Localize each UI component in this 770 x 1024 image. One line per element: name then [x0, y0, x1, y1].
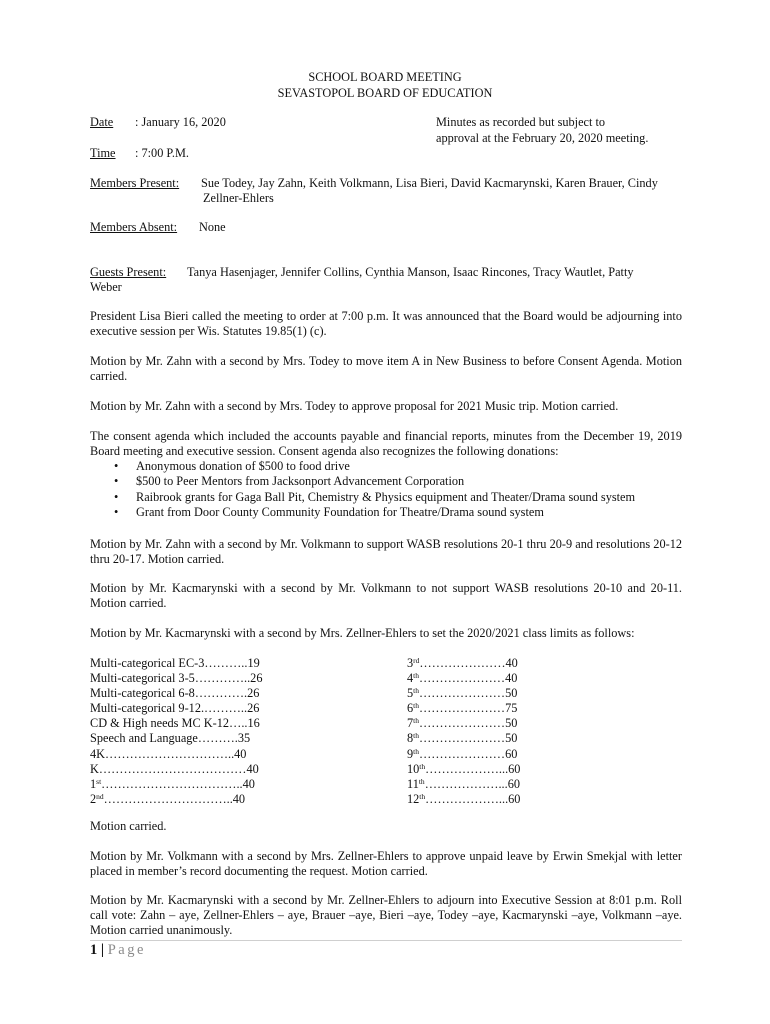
ordinal-suffix: rd: [413, 656, 420, 665]
leader-dots: …………………: [419, 671, 506, 686]
class-limit-row: [407, 686, 520, 701]
class-limits-left-column: [90, 656, 262, 807]
class-limit-label: Multi-categorical 9-12.………..: [90, 701, 248, 716]
class-limit-label: Multi-categorical 3-5…………..: [90, 671, 251, 686]
class-limit-row: [407, 777, 520, 792]
class-limit-label: 8: [407, 731, 414, 746]
date-value: : January 16, 2020: [135, 115, 226, 129]
class-limit-label: Multi-categorical EC-3………..: [90, 656, 248, 670]
class-limit-label: 11: [407, 776, 419, 791]
page-number: 1: [90, 942, 98, 958]
leader-dots: …………………: [419, 716, 506, 731]
class-limit-row: [90, 792, 262, 807]
members-present-line2: Zellner-Ehlers: [203, 191, 274, 205]
class-limit-value: 19: [247, 656, 260, 670]
ordinal-suffix: th: [419, 791, 426, 801]
class-limit-label: Speech and Language……….: [90, 731, 238, 746]
ordinal-suffix: th: [413, 731, 419, 741]
class-limit-value: 26: [247, 686, 260, 701]
class-limit-label: CD & High needs MC K-12…..: [90, 716, 248, 731]
class-limit-label: 4: [407, 671, 414, 686]
wasb-support-paragraph: Motion by Mr. Zahn with a second by Mr. Volkmann to support WASB resolutions 20-1 thru 20-9 and resolutions 20-12 thru 20-17. Motion carried.: [90, 537, 682, 566]
document-title: SCHOOL BOARD MEETING: [308, 70, 462, 84]
class-limit-row: [407, 747, 520, 762]
document-subtitle: SEVASTOPOL BOARD OF EDUCATION: [277, 86, 493, 100]
class-limit-value: 60: [508, 761, 521, 776]
ordinal-suffix: th: [413, 701, 419, 711]
donation-item: • Anonymous donation of $500 to food drive: [112, 459, 635, 474]
motion-music-trip-paragraph: Motion by Mr. Zahn with a second by Mrs. Todey to approve proposal for 2021 Music trip. Motion carried.: [90, 399, 619, 413]
class-limit-row: [407, 731, 520, 746]
page-word: Page: [107, 942, 146, 958]
leader-dots: ………………...: [425, 761, 509, 776]
class-limit-value: 40: [505, 671, 518, 686]
class-limit-label: 7: [407, 716, 414, 731]
class-limit-value: 16: [247, 716, 260, 731]
leader-dots: …………………………..: [103, 791, 233, 806]
class-limit-row: [90, 686, 262, 701]
class-limit-row: [90, 701, 262, 716]
class-limit-value: 40: [505, 656, 518, 670]
class-limit-label: 1: [90, 776, 97, 791]
class-limit-label: K………………………………: [90, 761, 247, 776]
donations-list: [112, 459, 635, 521]
class-limit-value: 50: [505, 686, 518, 701]
class-limit-row: [90, 747, 262, 762]
ordinal-suffix: th: [413, 671, 419, 681]
class-limit-value: 60: [507, 776, 520, 791]
class-limit-value: 26: [247, 701, 260, 716]
call-to-order-paragraph: President Lisa Bieri called the meeting to order at 7:00 p.m. It was announced that the Board would be adjourning into executive session per Wis. Statutes 19.85(1) (c).: [90, 309, 682, 338]
class-limit-value: 26: [250, 671, 263, 686]
class-limit-value: 60: [505, 746, 518, 761]
class-limit-label: 3: [407, 656, 414, 670]
ordinal-suffix: th: [413, 716, 419, 726]
class-limit-row: [407, 701, 520, 716]
class-limit-row: [407, 656, 520, 671]
leader-dots: …………………: [419, 686, 506, 701]
guests-present-line1: Tanya Hasenjager, Jennifer Collins, Cynthia Manson, Isaac Rincones, Tracy Wautlet, Patty: [187, 265, 634, 279]
approval-note-line1: Minutes as recorded but subject to: [436, 115, 606, 129]
members-absent-value: None: [199, 220, 226, 234]
class-limit-row: [90, 777, 262, 792]
class-limit-row: [407, 792, 520, 807]
members-present-label: Members Present:: [90, 176, 180, 190]
class-limit-value: 50: [505, 731, 518, 746]
class-limit-row: [407, 716, 520, 731]
class-limits-right-column: [407, 656, 520, 807]
consent-agenda-paragraph: The consent agenda which included the accounts payable and financial reports, minutes from the December 19, 2019 Board meeting and executive session. Consent agenda also recognizes the following donations:: [90, 429, 682, 458]
motion-carried-text: Motion carried.: [90, 819, 167, 833]
time-value: : 7:00 P.M.: [135, 146, 189, 160]
guests-present-label: Guests Present:: [90, 265, 167, 279]
ordinal-suffix: th: [419, 761, 426, 771]
footer-separator: |: [97, 942, 108, 958]
class-limit-label: 10: [407, 761, 420, 776]
class-limit-row: [90, 716, 262, 731]
ordinal-suffix: nd: [96, 791, 104, 801]
class-limit-value: 75: [505, 701, 518, 716]
class-limit-row: [407, 671, 520, 686]
class-limit-row: [90, 731, 262, 746]
class-limit-value: 40: [246, 761, 259, 776]
donation-item: • Grant from Door County Community Foundation for Theatre/Drama sound system: [112, 505, 635, 520]
class-limit-label: 9: [407, 746, 414, 761]
ordinal-suffix: st: [96, 776, 102, 786]
class-limit-label: 6: [407, 701, 414, 716]
class-limit-row: [90, 656, 262, 671]
members-present-line1: Sue Todey, Jay Zahn, Keith Volkmann, Lisa Bieri, David Kacmarynski, Karen Brauer, Cindy: [201, 176, 658, 190]
class-limits-paragraph: Motion by Mr. Kacmarynski with a second by Mrs. Zellner-Ehlers to set the 2020/2021 class limits as follows:: [90, 626, 635, 640]
leader-dots: …………………: [419, 701, 506, 716]
class-limit-value: 60: [508, 791, 521, 806]
class-limit-value: 50: [505, 716, 518, 731]
donation-item: • $500 to Peer Mentors from Jacksonport Advancement Corporation: [112, 474, 635, 489]
footer-divider: [90, 940, 682, 941]
approval-note-line2: approval at the February 20, 2020 meeting.: [436, 131, 649, 145]
leader-dots: …………………: [419, 731, 506, 746]
guests-present-line2: Weber: [90, 280, 122, 294]
leader-dots: …………………: [419, 746, 506, 761]
class-limit-row: [407, 762, 520, 777]
class-limit-row: [90, 671, 262, 686]
class-limit-row: [90, 762, 262, 777]
class-limit-value: 35: [237, 731, 251, 746]
ordinal-suffix: th: [413, 686, 419, 696]
class-limit-label: 5: [407, 686, 414, 701]
members-absent-label: Members Absent:: [90, 220, 178, 234]
class-limit-value: 40: [232, 791, 246, 806]
time-label: Time: [90, 146, 116, 160]
wasb-oppose-paragraph: Motion by Mr. Kacmarynski with a second by Mr. Volkmann to not support WASB resolutions 20-10 and 20-11. Motion carried.: [90, 581, 682, 610]
class-limit-value: 40: [234, 746, 247, 761]
leader-dots: ……………………………..: [101, 776, 243, 791]
leader-dots: ………………...: [425, 791, 509, 806]
class-limit-label: 12: [407, 791, 420, 806]
ordinal-suffix: th: [413, 746, 419, 756]
adjourn-paragraph: Motion by Mr. Kacmarynski with a second by Mr. Zellner-Ehlers to adjourn into Executive Session at 8:01 p.m. Roll call vote: Zahn – aye, Zellner-Ehlers – aye, Brauer –aye, Bieri –aye, Todey –aye, Kacmarynski –aye, Volkmann –aye. Motion carried unanimously.: [90, 893, 682, 937]
page-footer: [90, 943, 146, 958]
motion-move-item-paragraph: Motion by Mr. Zahn with a second by Mrs. Todey to move item A in New Business to before Consent Agenda. Motion carried.: [90, 354, 682, 383]
class-limit-label: 2: [90, 791, 97, 806]
unpaid-leave-paragraph: Motion by Mr. Volkmann with a second by Mrs. Zellner-Ehlers to approve unpaid leave by Erwin Smekjal with letter placed in member’s record documenting the request. Motion carried.: [90, 849, 682, 878]
class-limit-label: 4K…………………………..: [90, 746, 235, 761]
leader-dots: ………………...: [424, 776, 508, 791]
donation-item: • Raibrook grants for Gaga Ball Pit, Chemistry & Physics equipment and Theater/Drama sound system: [112, 490, 635, 505]
ordinal-suffix: th: [418, 776, 425, 786]
class-limit-label: Multi-categorical 6-8………….: [90, 686, 248, 701]
leader-dots: …………………: [419, 656, 506, 670]
class-limit-value: 40: [242, 776, 255, 791]
date-label: Date: [90, 115, 114, 129]
